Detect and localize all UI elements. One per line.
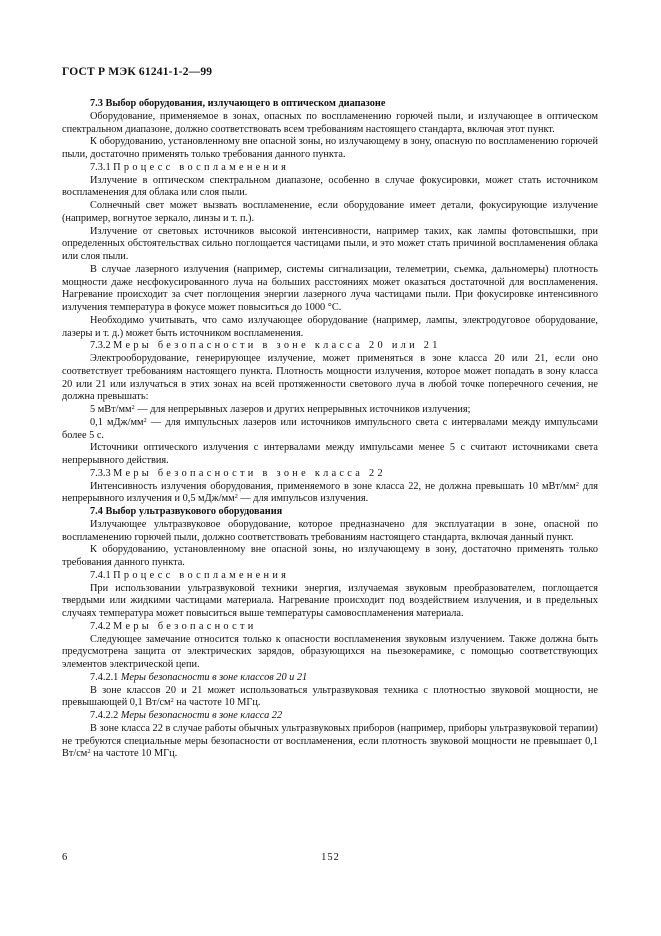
- value-text: на частоте 10 МГц.: [173, 697, 261, 709]
- paragraph: В случае лазерного излучения (например, системы сигнализации, телеметрии, съемка, дальномеры) плотность мощности даже несфокусированного луча на больших расстояниях может оказаться достаточной для воспламенения. Нагревание происходит за счет поглощения энергии лазерного луча частицами пыли. При фокусировке интенсивного излучения температура в фокусе может повыситься до 1000 °С.: [62, 263, 598, 313]
- value-text: — для непрерывных лазеров и других непрерывных источников излучения;: [134, 404, 471, 415]
- superscript: 2: [131, 404, 135, 411]
- paragraph: Электрооборудование, генерирующее излучение, может применяться в зоне класса 20 или 21, если оно соответствует требованиям настоящего пункта. Плотность мощности излучения, которое может попадать в зону класса 20 или 21 или излучаться в этих зонах на всей протяженности светового луча в любой точке поперечного сечения, не должна превышать:: [62, 353, 598, 403]
- subsection-7-4-2-heading: [62, 621, 598, 634]
- value-text: В зоне класса 22 в случае работы обычных ультразвуковых приборов (например, приборы ультразвуковой терапии) не требуются специальные меры безопасности от воспламенения, если плотность звуковой мощности не превышает 0,1 Вт/см: [62, 722, 598, 760]
- page-number: 6: [62, 852, 68, 863]
- subsection-number: 7.4.2.1: [90, 671, 119, 683]
- subsection-number: 7.4.1: [90, 569, 111, 581]
- section-7-3-heading: 7.3 Выбор оборудования, излучающего в оптическом диапазоне: [90, 98, 386, 109]
- value-text: Интенсивность излучения оборудования, применяемого в зоне класса 22, не должна превышать 10 мВт/мм: [90, 480, 576, 492]
- paragraph: Источники оптического излучения с интервалами между импульсами менее 5 с считают источниками света непрерывного действия.: [62, 442, 598, 466]
- value-text: — для импульсных лазеров или источников импульсного света с интервалами между импульсами более 5 с.: [62, 416, 598, 441]
- paragraph: Оборудование, применяемое в зонах, опасных по воспламенению горючей пыли, и излучающее в оптическом спектральном диапазоне, должно соответствовать всем требованиям настоящего стандарта, включая этот пункт.: [62, 110, 598, 135]
- value-text: на частоте 10 МГц.: [90, 748, 178, 760]
- document-body: [62, 98, 598, 761]
- subsection-7-3-2-heading: [62, 340, 598, 353]
- subsection-7-4-1-heading: [62, 570, 598, 583]
- paragraph: [62, 417, 598, 443]
- section-7-4-heading: 7.4 Выбор ультразвукового оборудования: [90, 506, 283, 517]
- paragraph: Излучение в оптическом спектральном диапазоне, особенно в случае фокусировки, может стать источником воспламенения для облака или слоя пыли.: [62, 174, 598, 199]
- paragraph: К оборудованию, установленному вне опасной зоны, но излучающему в зону, достаточно применять только требования данного пункта.: [62, 544, 598, 568]
- value-text: для непрерывного излучения и 0,5 мДж/мм: [62, 480, 598, 505]
- paragraph: Излучающее ультразвуковое оборудование, которое предназначено для эксплуатации в зоне, опасной по воспламенению горючей пыли, должно соответствовать требованиям настоящего стандарта, включая данный пункт.: [62, 518, 598, 543]
- subsection-number: 7.4.2.2: [90, 710, 119, 721]
- document-code-header: ГОСТ Р МЭК 61241-1-2—99: [62, 66, 213, 78]
- subsection-number: 7.3.1: [90, 161, 111, 173]
- superscript: 2: [234, 493, 238, 501]
- value-text: 0,1 мДж/мм: [90, 416, 144, 428]
- superscript: 2: [143, 416, 147, 424]
- sheet-number: 152: [321, 852, 340, 863]
- subsection-7-3-3-heading: [62, 468, 598, 481]
- paragraph: [62, 685, 598, 711]
- subsection-number: 7.3.3: [90, 467, 111, 479]
- subsection-number: 7.3.2: [90, 340, 111, 352]
- value-text: — для импульсов излучения.: [237, 493, 369, 505]
- subsection-7-3-1-heading: [62, 162, 598, 175]
- superscript: 2: [170, 697, 174, 705]
- value-text: 5 мВт/мм: [90, 404, 132, 415]
- superscript: 2: [575, 480, 579, 488]
- paragraph: Необходимо учитывать, что само излучающее оборудование (например, лампы, электродуговое оборудование, лазеры и т. д.) может быть источником воспламенения.: [62, 314, 598, 339]
- subsection-title: Меры безопасности в зоне класса 22: [113, 467, 386, 479]
- subsection-title: Меры безопасности в зоне класса 20 или 21: [113, 340, 441, 352]
- superscript: 2: [87, 748, 91, 756]
- subsection-title: Меры безопасности: [113, 620, 257, 632]
- value-text: В зоне классов 20 и 21 может использоваться ультразвуковая техника с плотностью звуковой мощности, не превышающей 0,1 Вт/см: [62, 684, 598, 709]
- subsection-title: Меры безопасности в зоне класса 22: [120, 710, 283, 721]
- paragraph: [62, 481, 598, 507]
- subsection-7-4-2-1-heading: [62, 672, 598, 685]
- subsection-title: Процесс воспламенения: [113, 161, 290, 173]
- paragraph: К оборудованию, установленному вне опасной зоны, но излучающему в зону, опасную по воспламенению горючей пыли, достаточно применять только требования данного пункта.: [62, 136, 598, 160]
- subsection-7-4-2-2-heading: [62, 710, 598, 723]
- paragraph: Следующее замечание относится только к опасности воспламенения звуковым излучением. Также должна быть предусмотрена защита от электрических зарядов, образующихся на пьезокерамике, с помощью соответствующих элементов электрической цепи.: [62, 633, 598, 670]
- subsection-number: 7.4.2: [90, 620, 111, 632]
- paragraph: Излучение от световых источников высокой интенсивности, например таких, как лампы фотовспышки, при определенных обстоятельствах сильно поглощается частицами пыли, и это может стать причиной воспламенения облака или слоя пыли.: [62, 225, 598, 262]
- paragraph: [62, 404, 598, 417]
- paragraph: [62, 723, 598, 761]
- paragraph: Солнечный свет может вызвать воспламенение, если оборудование имеет детали, фокусирующие излучение (например, вогнутое зеркало, линзы и т. п.).: [62, 200, 598, 224]
- paragraph: При использовании ультразвуковой техники энергия, излучаемая звуковым преобразователем, поглощается твердыми или жидкими частицами материала. Нагревание происходит под воздействием излучения, и в предельных случаях температура может повыситься выше температуры самовоспламенения материала.: [62, 582, 598, 619]
- subsection-title: Процесс воспламенения: [113, 569, 290, 581]
- subsection-title: Меры безопасности в зоне классов 20 и 21: [120, 671, 308, 683]
